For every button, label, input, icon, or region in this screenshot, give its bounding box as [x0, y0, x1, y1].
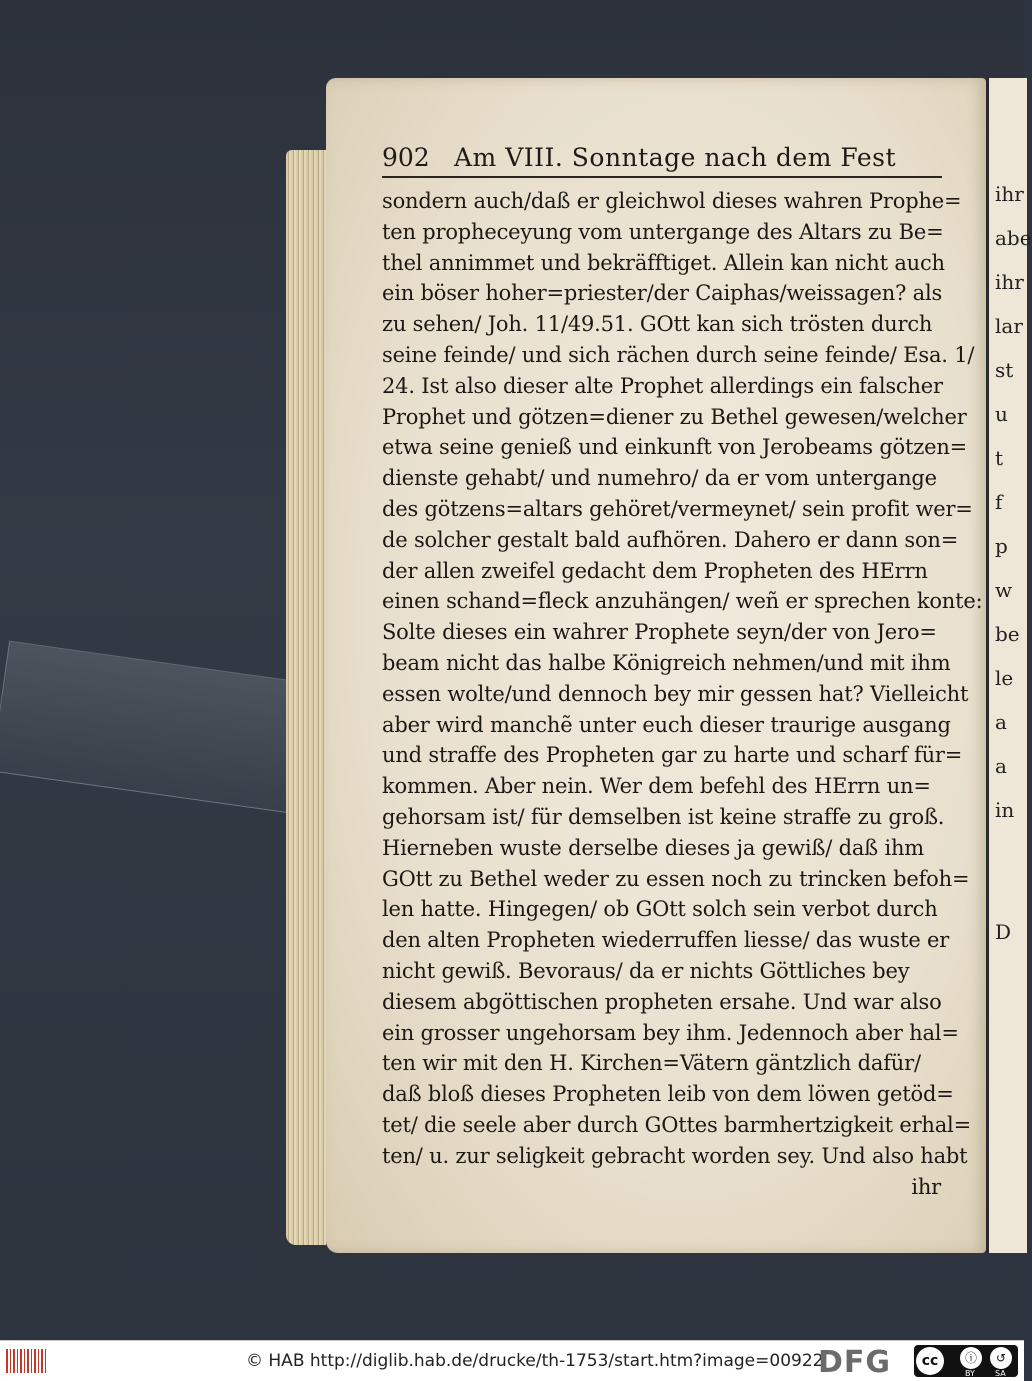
facing-page-word: in [995, 798, 1015, 822]
facing-page-word: lar [995, 314, 1023, 338]
text-line: thel annimmet und bekräfftiget. Allein kan nicht auch [382, 250, 945, 275]
facing-page-word: D [995, 920, 1012, 944]
facing-page-word: le [995, 666, 1014, 690]
facing-page-word: a [995, 710, 1007, 734]
text-line: des götzens=altars gehöret/vermeynet/ sein profit wer= [382, 496, 973, 521]
barcode-icon [6, 1349, 46, 1373]
text-line: seine feinde/ und sich rächen durch seine feinde/ Esa. 1/ [382, 342, 975, 367]
credit-link[interactable]: © HAB http://diglib.hab.de/drucke/th-1753/start.htm?image=00922 [246, 1351, 824, 1371]
text-line: Hierneben wuste derselbe dieses ja gewiß/ daß ihm [382, 835, 925, 860]
facing-page-word: ihr [995, 270, 1024, 294]
running-title: Am VIII. Sonntage nach dem Fest [454, 143, 897, 172]
cc-icon: cc [916, 1347, 944, 1375]
facing-page-word: ihr [995, 182, 1024, 206]
page-edges [286, 150, 326, 1245]
facing-page-word: st [995, 358, 1014, 382]
text-line: de solcher gestalt bald aufhören. Dahero er dann son= [382, 527, 959, 552]
cc-license-badge[interactable] [914, 1345, 1018, 1377]
text-line: ten/ u. zur seligkeit gebracht worden sey. Und also habt [382, 1143, 968, 1168]
text-line: den alten Propheten wiederruffen liesse/ das wuste er [382, 928, 950, 953]
sa-label: SA [995, 1369, 1006, 1378]
text-line: dienste gehabt/ und numehro/ da er vom untergange [382, 466, 937, 491]
facing-page-word: f [995, 490, 1003, 514]
text-line: ein böser hoher=priester/der Caiphas/weissagen? als [382, 281, 943, 306]
text-line: len hatte. Hingegen/ ob GOtt solch sein verbot durch [382, 897, 938, 922]
text-line: ten wir mit den H. Kirchen=Vätern gäntzlich dafür/ [382, 1051, 921, 1076]
text-line: ten propheceyung vom untergange des Altars zu Be= [382, 219, 944, 244]
by-label: BY [965, 1369, 975, 1378]
text-line: daß bloß dieses Propheten leib von dem löwen getöd= [382, 1082, 954, 1107]
facing-page-word: be [995, 622, 1020, 646]
text-line: zu sehen/ Joh. 11/49.51. GOtt kan sich trösten durch [382, 312, 933, 337]
text-line: einen schand=fleck anzuhängen/ weñ er sprechen konte: [382, 589, 983, 614]
text-line: etwa seine genieß und einkunft von Jerobeams götzen= [382, 435, 968, 460]
text-line: gehorsam ist/ für demselben ist keine straffe zu groß. [382, 804, 945, 829]
text-line: diesem abgöttischen propheten ersahe. Und war also [382, 989, 942, 1014]
facing-page-word: u [995, 402, 1008, 426]
text-line: Solte dieses ein wahrer Prophete seyn/der von Jero= [382, 620, 937, 645]
facing-page-word: a [995, 754, 1007, 778]
text-line: der allen zweifel gedacht dem Propheten des HErrn [382, 558, 928, 583]
text-line: essen wolte/und dennoch bey mir gessen hat? Vielleicht [382, 681, 969, 706]
facing-page-word: abe [995, 226, 1032, 250]
footer-bar [0, 1340, 1024, 1381]
text-line: nicht gewiß. Bevoraus/ da er nichts Göttliches bey [382, 958, 910, 983]
page-header [382, 140, 942, 178]
text-line: 24. Ist also dieser alte Prophet allerdings ein falscher [382, 373, 943, 398]
text-line: aber wird manchẽ unter euch dieser traurige ausgang [382, 712, 951, 737]
catchword: ihr [911, 1174, 941, 1199]
sa-icon: ↺ [990, 1347, 1012, 1369]
page-number: 902 [382, 143, 430, 172]
text-line: Prophet und götzen=diener zu Bethel gewesen/welcher [382, 404, 967, 429]
facing-page-word: p [995, 534, 1008, 558]
text-line: kommen. Aber nein. Wer dem befehl des HErrn un= [382, 774, 931, 799]
facing-page-word: w [995, 578, 1013, 602]
text-line: und straffe des Propheten gar zu harte und scharf für= [382, 743, 963, 768]
body-text [382, 186, 983, 1202]
text-line: beam nicht das halbe Königreich nehmen/und mit ihm [382, 650, 951, 675]
text-line: sondern auch/daß er gleichwol dieses wahren Prophe= [382, 189, 962, 213]
text-line: GOtt zu Bethel weder zu essen noch zu trincken befoh= [382, 866, 970, 891]
dfg-logo: DFG [818, 1345, 892, 1380]
facing-page-fragment [986, 78, 1032, 1253]
text-line: tet/ die seele aber durch GOttes barmhertzigkeit erhal= [382, 1112, 971, 1137]
by-icon: ⓘ [960, 1347, 982, 1369]
facing-page-word: t [995, 446, 1004, 470]
text-line: ein grosser ungehorsam bey ihm. Jedennoch aber hal= [382, 1020, 959, 1045]
